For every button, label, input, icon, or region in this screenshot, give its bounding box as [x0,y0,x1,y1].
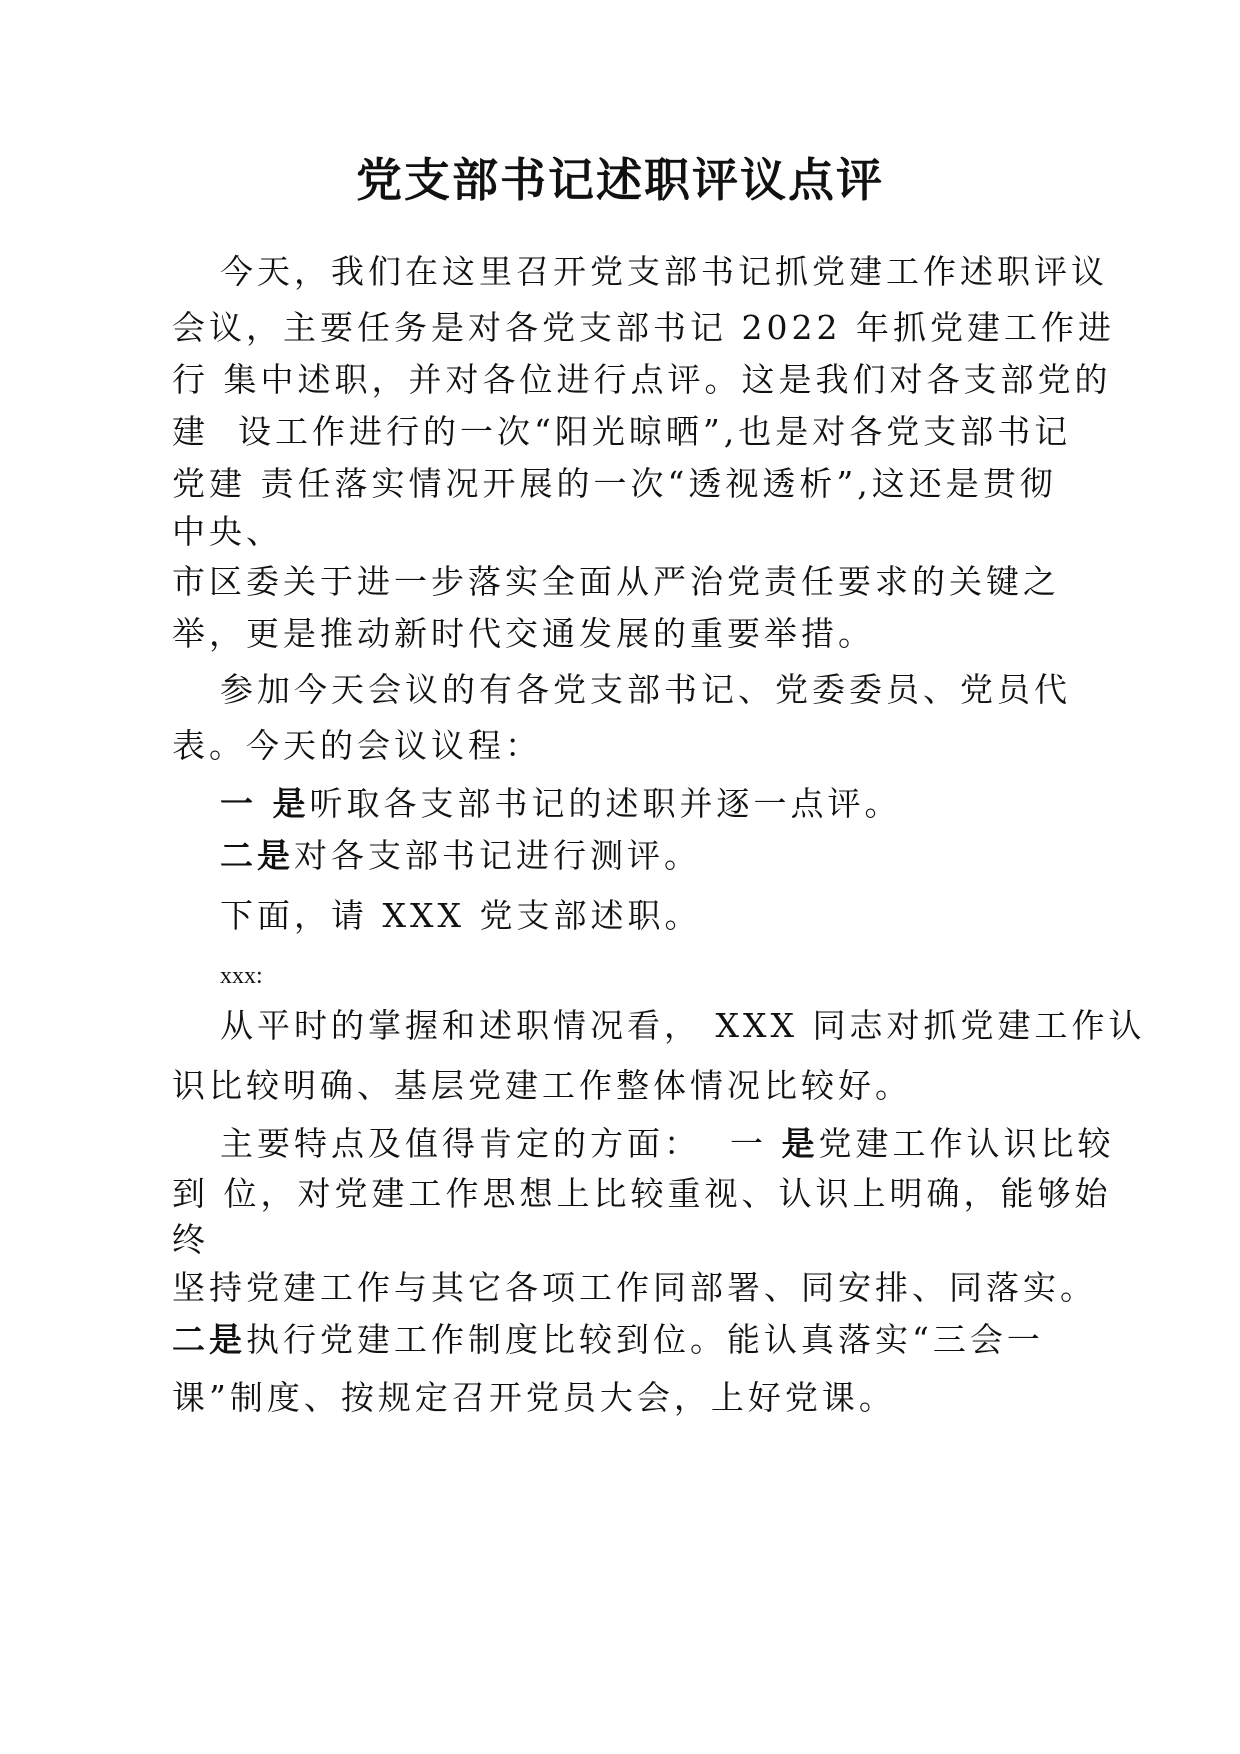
paragraph-line: 党建 责任落实情况开展的一次“透视透析”,这还是贯彻 [172,464,1057,503]
feature-2-line [172,1318,1044,1362]
agenda-item-2 [220,834,701,878]
paragraph-line: 坚持党建工作与其它各项工作同部署、同安排、同落实。 [172,1268,1097,1307]
feature-1-marker: 是 [781,1124,819,1163]
paragraph-line: 参加今天会议的有各党支部书记、党委委员、党员代 [220,670,1071,709]
agenda-item-2-text: 对各支部书记进行测评。 [294,836,701,875]
speaker-label: xxx: [220,963,263,989]
paragraph-line: 建 设工作进行的一次“阳光晾晒”,也是对各党支部书记 [172,412,1072,451]
paragraph-line: 终 [172,1220,209,1259]
paragraph-line: 会议，主要任务是对各党支部书记 2022 年抓党建工作进 [172,308,1115,347]
paragraph-line: 市区委关于进一步落实全面从严治党责任要求的关键之 [172,562,1060,601]
feature-2-marker: 二是 [172,1320,246,1359]
feature-line [220,1122,1114,1166]
paragraph-line: 到 位，对党建工作思想上比较重视、认识上明确，能够始 [172,1174,1112,1213]
feature-intro: 主要特点及值得肯定的方面： 一 [220,1124,782,1163]
feature-2-text: 执行党建工作制度比较到位。能认真落实“三会一 [246,1320,1044,1359]
agenda-item-1 [220,782,902,826]
paragraph-line: 课”制度、按规定召开党员大会，上好党课。 [172,1378,896,1417]
paragraph-line: 中央、 [172,512,283,551]
paragraph-line: 行 集中述职，并对各位进行点评。这是我们对各支部党的 [172,360,1112,399]
paragraph-line: 举，更是推动新时代交通发展的重要举措。 [172,614,875,653]
paragraph-line: 下面，请 XXX 党支部述职。 [220,896,702,935]
paragraph-line: 识比较明确、基层党建工作整体情况比较好。 [172,1066,912,1105]
paragraph-line: 从平时的掌握和述职情况看， XXX 同志对抓党建工作认 [220,1006,1146,1045]
paragraph-line: 表。今天的会议议程： [172,726,542,765]
paragraph-line: 今天，我们在这里召开党支部书记抓党建工作述职评议 [220,252,1108,291]
agenda-item-1-text: 听取各支部书记的述职并逐一点评。 [309,784,902,823]
document-title: 党支部书记述职评议点评 [356,153,884,207]
agenda-item-2-marker: 二是 [220,836,294,875]
feature-1-text: 党建工作认识比较 [818,1124,1115,1163]
agenda-item-1-marker: 一 是 [220,784,310,823]
